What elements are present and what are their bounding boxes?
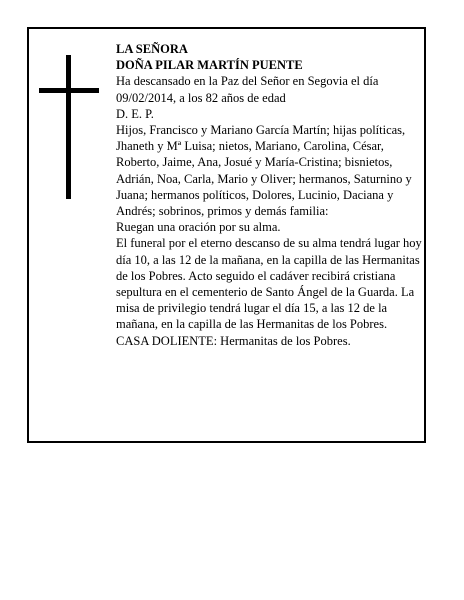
death-statement: Ha descansado en la Paz del Señor en Segovia el día 09/02/2014, a los 82 años de edad [116,74,379,105]
deceased-name: DOÑA PILAR MARTÍN PUENTE [116,58,303,73]
obituary-notice [27,27,426,443]
cross-icon [39,55,99,199]
prayer-request: Ruegan una oración por su alma. [116,220,281,235]
dep-line: D. E. P. [116,106,154,121]
cross-vertical-bar [66,55,71,199]
cross-horizontal-bar [39,88,99,93]
funeral-details: El funeral por el eterno descanso de su alma tendrá lugar hoy día 10, a las 12 de la mañana, en la capilla de las Hermanitas de los Pobres. Acto seguido el cadáver recibirá cristiana sepultura en el cementerio de Santo Ángel de la Guarda. La misa de privilegio tendrá lugar el día 15, a las 12 de la mañana, en la capilla de las Hermanitas de los Pobres. [116,236,422,332]
family-list: Hijos, Francisco y Mariano García Martín; hijas políticas, Jhaneth y Mª Luisa; nietos, Mariano, Carolina, César, Roberto, Jaime, Ana, Josué y María-Cristina; bisnietos, Adrián, Noa, Carla, Mario y Oliver; hermanos, Saturnino y Juana; hermanos políticos, Dolores, Lucinio, Daciana y Andrés; sobrinos, primos y demás familia: [116,123,412,219]
heading-title: LA SEÑORA [116,42,188,56]
obituary-text [116,41,424,349]
mourning-house: CASA DOLIENTE: Hermanitas de los Pobres. [116,333,351,348]
